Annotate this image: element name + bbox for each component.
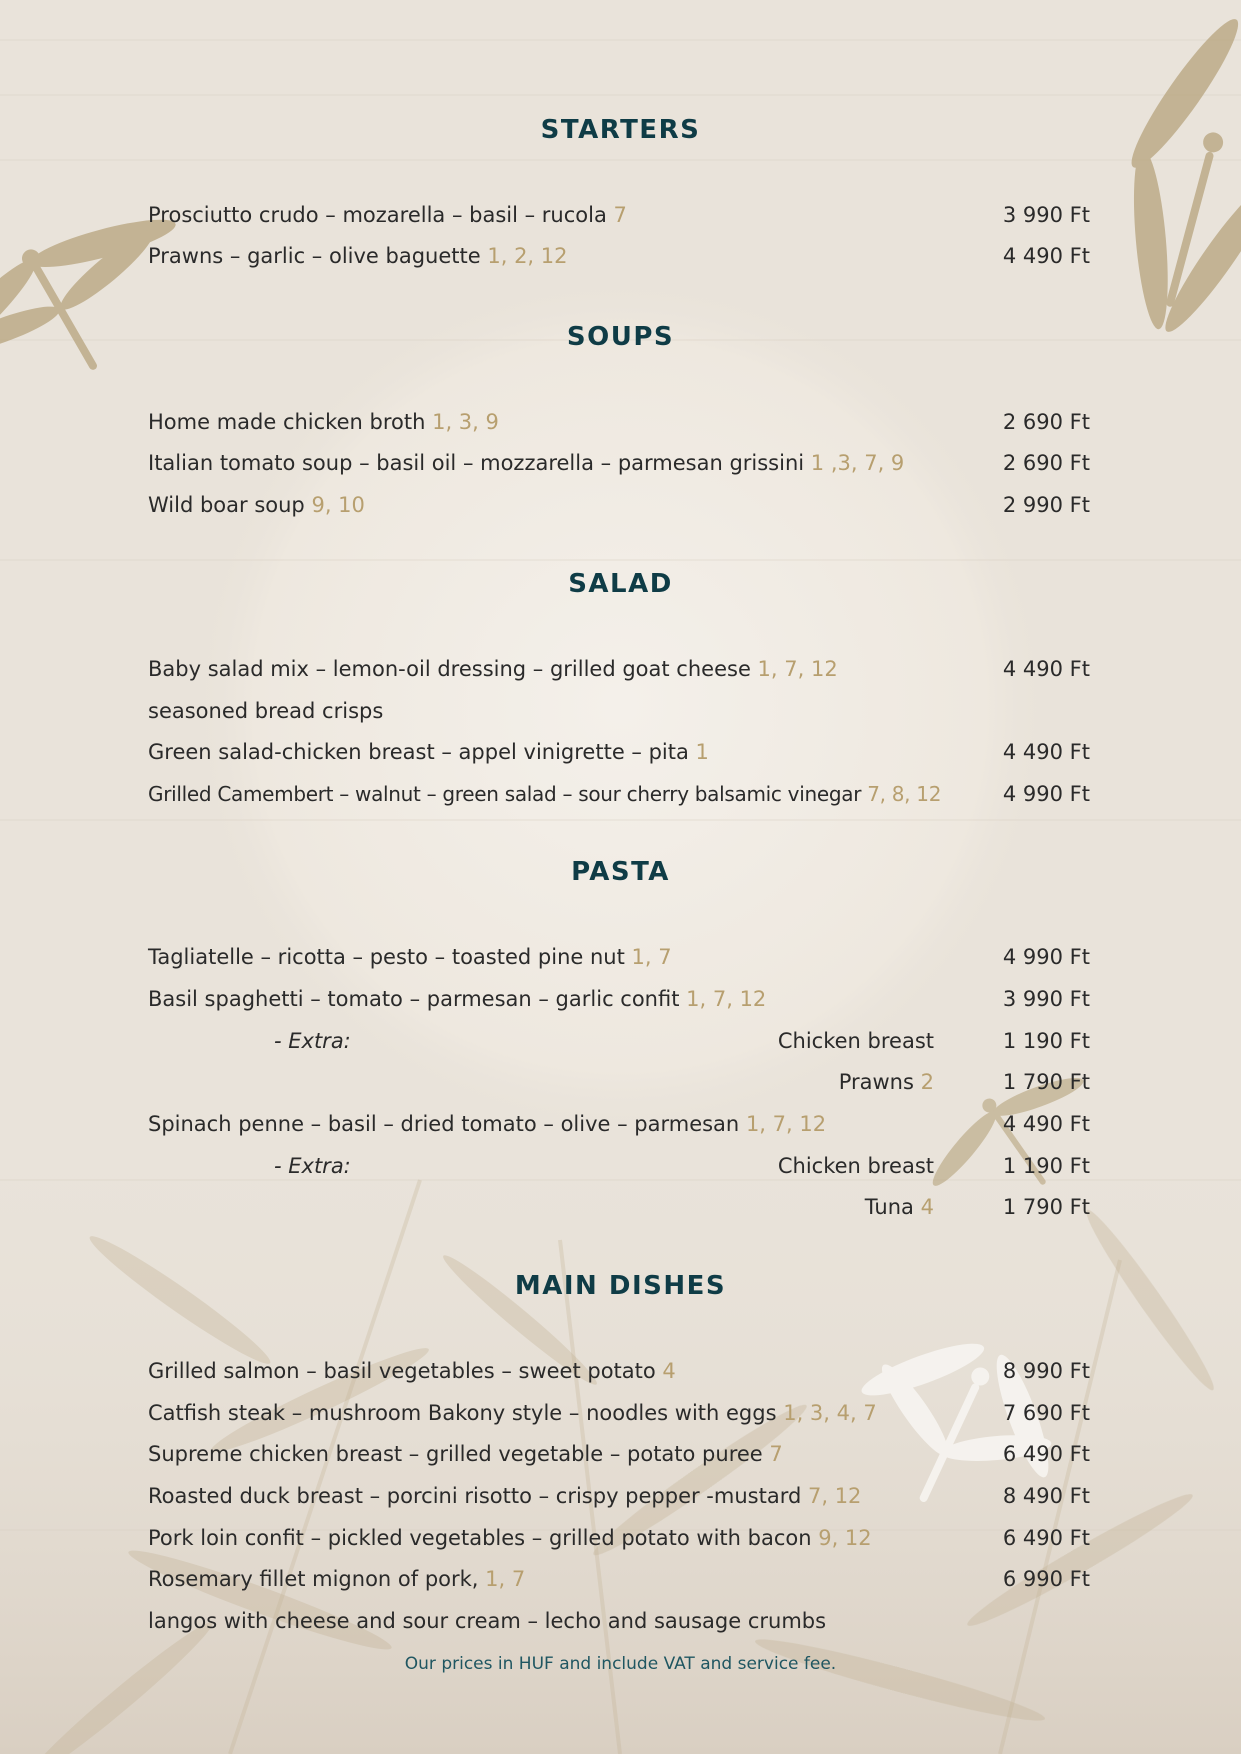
item-name: Tagliatelle – ricotta – pesto – toasted pine nut <box>148 945 625 969</box>
item-price: 3 990 Ft <box>1002 987 1090 1011</box>
menu-item <box>148 1398 1090 1428</box>
extra-item-name: Tuna <box>864 1195 914 1219</box>
item-name: Home made chicken broth <box>148 410 426 434</box>
item-name: Supreme chicken breast – grilled vegetable – potato puree <box>148 1442 763 1466</box>
extra-label: - Extra: <box>274 1029 351 1053</box>
menu-item <box>148 942 1090 972</box>
menu-item <box>148 737 1090 767</box>
item-allergens: 9, 10 <box>311 493 365 517</box>
menu-extra-row <box>148 1067 1090 1097</box>
price-note: Our prices in HUF and include VAT and service fee. <box>404 1654 837 1674</box>
item-allergens: 1, 7, 12 <box>686 987 767 1011</box>
menu-item <box>148 984 1090 1014</box>
menu-item <box>148 1564 1090 1594</box>
item-name: Roasted duck breast – porcini risotto – crispy pepper -mustard <box>148 1484 802 1508</box>
menu-extra-row <box>148 1026 1090 1056</box>
extra-item-name: Chicken breast <box>777 1029 934 1053</box>
item-name: Rosemary fillet mignon of pork, <box>148 1567 479 1591</box>
item-allergens: 1, 3, 4, 7 <box>783 1401 877 1425</box>
item-name: Pork loin confit – pickled vegetables – grilled potato with bacon <box>148 1526 812 1550</box>
item-price: 1 190 Ft <box>1002 1154 1090 1178</box>
section-title-main-dishes: MAIN DISHES <box>514 1271 727 1301</box>
menu-item <box>148 1481 1090 1511</box>
menu-item <box>148 1109 1090 1139</box>
item-price: 4 490 Ft <box>1002 1112 1090 1136</box>
menu-item <box>148 654 1090 684</box>
item-name: Green salad-chicken breast – appel vinigrette – pita <box>148 740 689 764</box>
item-price: 1 790 Ft <box>1002 1070 1090 1094</box>
item-allergens: 7 <box>769 1442 783 1466</box>
section-title-starters: STARTERS <box>540 115 701 145</box>
item-name: Italian tomato soup – basil oil – mozzarella – parmesan grissini <box>148 451 805 475</box>
item-price: 4 990 Ft <box>1002 945 1090 969</box>
item-price: 6 490 Ft <box>1002 1442 1090 1466</box>
item-name: Grilled Camembert – walnut – green salad – sour cherry balsamic vinegar <box>148 782 862 806</box>
menu-item <box>148 779 1090 809</box>
item-allergens: 4 <box>662 1359 676 1383</box>
item-name: Prawns – garlic – olive baguette <box>148 244 481 268</box>
item-price: 2 690 Ft <box>1002 410 1090 434</box>
item-allergens: 2 <box>920 1070 934 1094</box>
item-name: langos with cheese and sour cream – lecho and sausage crumbs <box>148 1609 827 1633</box>
item-name: seasoned bread crisps <box>148 699 384 723</box>
menu-extra-row <box>148 1192 1090 1222</box>
item-price: 8 490 Ft <box>1002 1484 1090 1508</box>
menu-item <box>148 1523 1090 1553</box>
item-name: Baby salad mix – lemon-oil dressing – grilled goat cheese <box>148 657 751 681</box>
item-name: Basil spaghetti – tomato – parmesan – garlic confit <box>148 987 680 1011</box>
extra-item-name: Chicken breast <box>777 1154 934 1178</box>
item-allergens: 1, 7, 12 <box>757 657 838 681</box>
extra-item-name: Prawns <box>838 1070 914 1094</box>
item-price: 3 990 Ft <box>1002 203 1090 227</box>
extra-label: - Extra: <box>274 1154 351 1178</box>
menu-item <box>148 1439 1090 1469</box>
item-allergens: 7 <box>613 203 627 227</box>
item-allergens: 1, 7 <box>485 1567 526 1591</box>
item-price: 8 990 Ft <box>1002 1359 1090 1383</box>
item-name: Wild boar soup <box>148 493 305 517</box>
item-name: Spinach penne – basil – dried tomato – olive – parmesan <box>148 1112 740 1136</box>
item-price: 1 190 Ft <box>1002 1029 1090 1053</box>
menu-item <box>148 407 1090 437</box>
item-allergens: 7, 12 <box>807 1484 862 1508</box>
item-price: 7 690 Ft <box>1002 1401 1090 1425</box>
item-price: 4 490 Ft <box>1002 244 1090 268</box>
item-price: 4 490 Ft <box>1002 657 1090 681</box>
item-allergens: 7, 8, 12 <box>867 782 942 806</box>
item-allergens: 1, 3, 9 <box>432 410 499 434</box>
item-allergens: 1 <box>695 740 709 764</box>
item-price: 2 990 Ft <box>1002 493 1090 517</box>
menu-item <box>148 1356 1090 1386</box>
item-allergens: 1, 7 <box>631 945 672 969</box>
section-title-soups: SOUPS <box>566 322 675 352</box>
item-price: 4 990 Ft <box>1002 782 1090 806</box>
item-price: 6 990 Ft <box>1002 1567 1090 1591</box>
item-allergens: 9, 12 <box>818 1526 872 1550</box>
section-title-pasta: PASTA <box>571 857 670 887</box>
item-name: Prosciutto crudo – mozarella – basil – rucola <box>148 203 607 227</box>
item-allergens: 4 <box>920 1195 934 1219</box>
menu-item <box>148 200 1090 230</box>
item-name: Grilled salmon – basil vegetables – sweet potato <box>148 1359 656 1383</box>
item-price: 4 490 Ft <box>1002 740 1090 764</box>
menu-item <box>148 1606 1090 1636</box>
menu-item <box>148 696 1090 726</box>
item-allergens: 1, 7, 12 <box>745 1112 827 1136</box>
item-price: 2 690 Ft <box>1002 451 1090 475</box>
menu-item <box>148 241 1090 271</box>
item-name: Catfish steak – mushroom Bakony style – noodles with eggs <box>148 1401 777 1425</box>
menu-item <box>148 448 1090 478</box>
menu-item <box>148 490 1090 520</box>
item-price: 1 790 Ft <box>1002 1195 1090 1219</box>
menu-extra-row <box>148 1151 1090 1181</box>
item-price: 6 490 Ft <box>1002 1526 1090 1550</box>
section-title-salad: SALAD <box>568 569 673 599</box>
item-allergens: 1, 2, 12 <box>487 244 568 268</box>
item-allergens: 1 ,3, 7, 9 <box>810 451 905 475</box>
